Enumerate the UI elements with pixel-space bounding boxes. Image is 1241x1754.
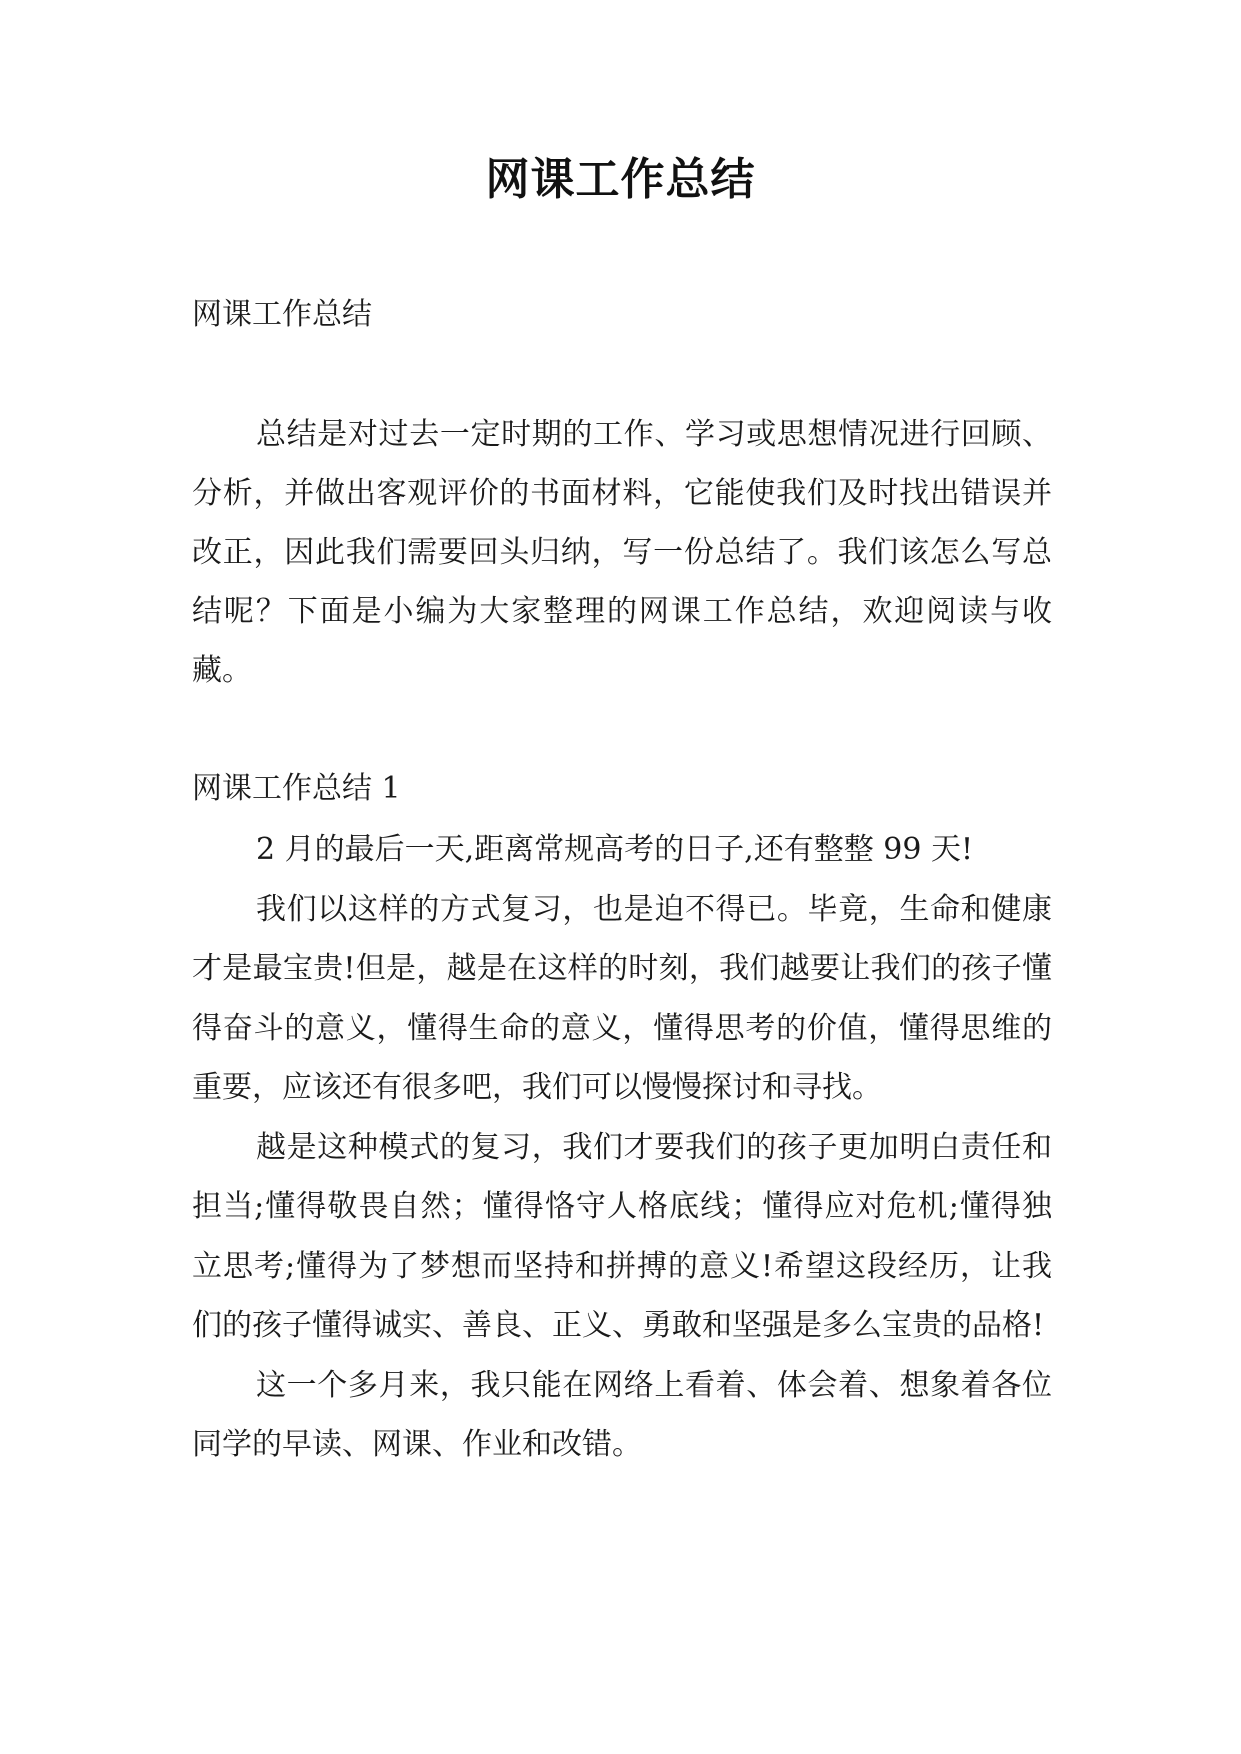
body-paragraph: 我们以这样的方式复习，也是迫不得已。毕竟，生命和健康才是最宝贵!但是，越是在这样的时刻，我们越要让我们的孩子懂得奋斗的意义，懂得生命的意义，懂得思考的价值，懂得思维的重要，应该还有很多吧，我们可以慢慢探讨和寻找。 (192, 891, 1052, 1105)
document-subtitle: 网课工作总结 (192, 297, 372, 332)
document-title: 网课工作总结 (485, 154, 756, 205)
section-heading: 网课工作总结 1 (192, 771, 401, 806)
section-body (192, 820, 1052, 1475)
intro-paragraph: 总结是对过去一定时期的工作、学习或思想情况进行回顾、分析，并做出客观评价的书面材料，它能使我们及时找出错误并改正，因此我们需要回头归纳，写一份总结了。我们该怎么写总结呢？下面是小编为大家整理的网课工作总结，欢迎阅读与收藏。 (192, 417, 1052, 688)
body-paragraph: 越是这种模式的复习，我们才要我们的孩子更加明白责任和担当;懂得敬畏自然；懂得恪守人格底线；懂得应对危机;懂得独立思考;懂得为了梦想而坚持和拼搏的意义!希望这段经历，让我们的孩子懂得诚实、善良、正义、勇敢和坚强是多么宝贵的品格! (192, 1129, 1052, 1343)
body-paragraph: 这一个多月来，我只能在网络上看着、体会着、想象着各位同学的早读、网课、作业和改错。 (192, 1367, 1052, 1462)
body-paragraph: 2 月的最后一天,距离常规高考的日子,还有整整 99 天! (256, 832, 973, 867)
